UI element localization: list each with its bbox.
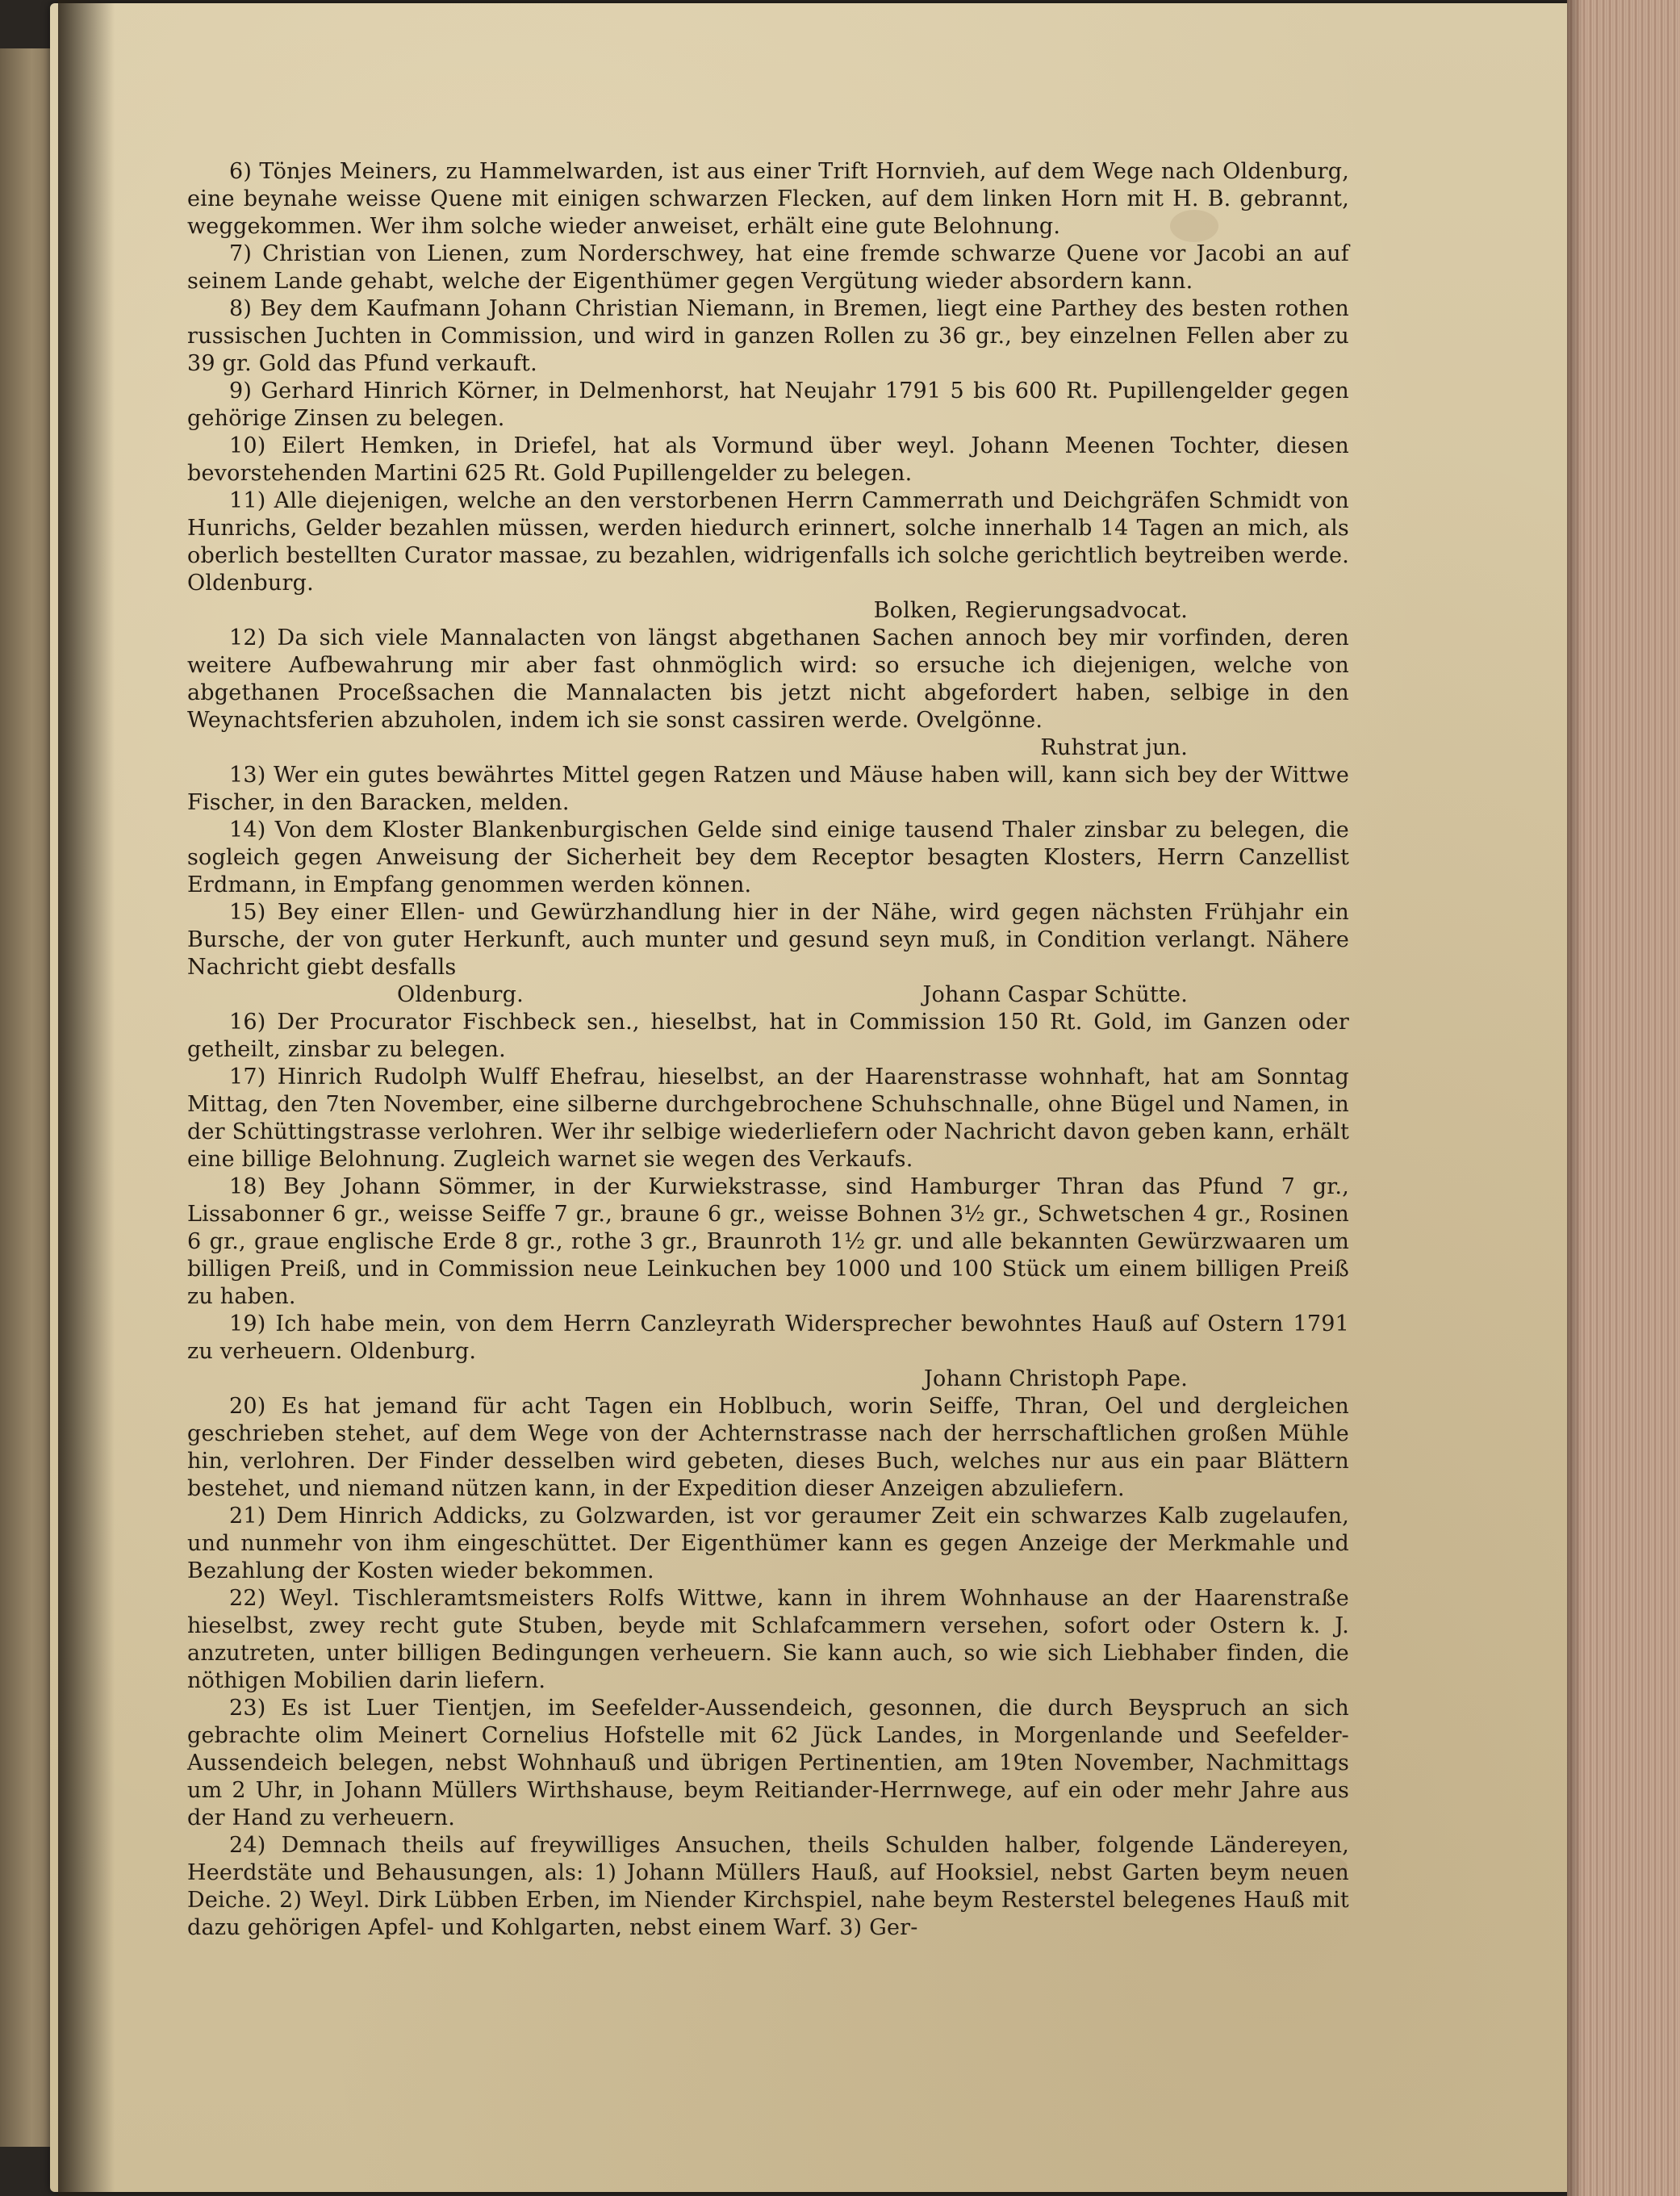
- entry-text: Eilert Hemken, in Driefel, hat als Vormund über weyl. Johann Meenen Tochter, diesen bevorstehenden Martini 625 Rt. Gold Pupillengelder zu belegen.: [187, 433, 1349, 486]
- entry-23: [187, 1695, 1349, 1832]
- entry-12: [187, 625, 1349, 734]
- entry-text: Hinrich Rudolph Wulff Ehefrau, hieselbst, an der Haarenstrasse wohnhaft, hat am Sonntag Mittag, den 7ten November, eine silberne durchgebrochene Schuhschnalle, ohne Bügel und Namen, in der Schüttingstrasse verlohren. Wer ihr selbige wiederliefern oder Nachricht davon geben kann, erhält eine billige Belohnung. Zugleich warnet sie wegen des Verkaufs.: [187, 1065, 1349, 1172]
- entry-number: 15): [229, 900, 266, 925]
- entry-number: 14): [229, 818, 266, 843]
- entry-number: 23): [229, 1696, 266, 1721]
- entry-7: [187, 241, 1349, 295]
- entry-14: [187, 817, 1349, 899]
- advertisement-column: [187, 158, 1349, 1942]
- page-edges: [1567, 0, 1680, 2196]
- entry-number: 24): [229, 1833, 266, 1858]
- entry-text: Bey dem Kaufmann Johann Christian Niemann, in Bremen, liegt eine Parthey des besten rothen russischen Juchten in Commission, und wird in ganzen Rollen zu 36 gr., bey einzelnen Fellen aber zu 39 gr. Gold das Pfund verkauft.: [187, 296, 1349, 376]
- entry-8: [187, 295, 1349, 378]
- entry-24: [187, 1832, 1349, 1942]
- entry-19-signature: Johann Christoph Pape.: [923, 1366, 1188, 1391]
- entry-19: [187, 1311, 1349, 1366]
- entry-text: Es ist Luer Tientjen, im Seefelder-Aussendeich, gesonnen, die durch Beyspruch an sich gebrachte olim Meinert Cornelius Hofstelle mit 62 Jück Landes, in Morgenlande und Seefelder-Aussendeich belegen, nebst Wohnhauß und übrigen Pertinentien, am 19ten November, Nachmittags um 2 Uhr, in Johann Müllers Wirthshause, beym Reitiander-Herrnwege, auf ein oder mehr Jahre aus der Hand zu verheuern.: [187, 1696, 1349, 1830]
- entry-number: 18): [229, 1174, 266, 1199]
- entry-number: 17): [229, 1065, 266, 1090]
- entry-text: Christian von Lienen, zum Norderschwey, hat eine fremde schwarze Quene vor Jacobi an auf seinem Lande gehabt, welche der Eigenthümer gegen Vergütung wieder absordern kann.: [187, 241, 1349, 294]
- entry-number: 9): [229, 379, 253, 404]
- entry-number: 13): [229, 763, 266, 788]
- entry-22: [187, 1585, 1349, 1695]
- entry-text: Weyl. Tischleramtsmeisters Rolfs Wittwe, kann in ihrem Wohnhause an der Haarenstraße hieselbst, zwey recht gute Stuben, beyde mit Schlafcammern versehen, sofort oder Ostern k. J. anzutreten, unter billigen Bedingungen verheuern. Sie kann auch, so wie sich Liebhaber finden, die nöthigen Mobilien darin liefern.: [187, 1586, 1349, 1693]
- entry-number: 12): [229, 625, 266, 650]
- entry-number: 8): [229, 296, 253, 321]
- entry-number: 20): [229, 1394, 266, 1419]
- entry-11-signature: Bolken, Regierungsadvocat.: [873, 598, 1188, 623]
- entry-place: Oldenburg.: [397, 982, 524, 1007]
- entry-text: Bey einer Ellen- und Gewürzhandlung hier in der Nähe, wird gegen nächsten Frühjahr ein Bursche, der von guter Herkunft, auch munter und gesund seyn muß, in Condition verlangt. Nähere Nachricht giebt desfalls: [187, 900, 1349, 980]
- entry-text: Bey Johann Sömmer, in der Kurwiekstrasse, sind Hamburger Thran das Pfund 7 gr., Lissabonner 6 gr., weisse Seiffe 7 gr., braune 6 gr., weisse Bohnen 3½ gr., Schwetschen 4 gr., Rosinen 6 gr., graue englische Erde 8 gr., rothe 3 gr., Braunroth 1½ gr. und alle bekannten Gewürzwaaren um billigen Preiß, und in Commission neue Leinkuchen bey 1000 und 100 Stück um einem billigen Preiß zu haben.: [187, 1174, 1349, 1309]
- entry-signature: Johann Caspar Schütte.: [922, 982, 1188, 1007]
- entry-number: 21): [229, 1504, 266, 1529]
- entry-text: Tönjes Meiners, zu Hammelwarden, ist aus einer Trift Hornvieh, auf dem Wege nach Oldenburg, eine beynahe weisse Quene mit einigen schwarzen Flecken, auf dem linken Horn mit H. B. gebrannt, weggekommen. Wer ihm solche wieder anweiset, erhält eine gute Belohnung.: [187, 159, 1349, 239]
- entry-6: [187, 158, 1349, 241]
- entry-text: Da sich viele Mannalacten von längst abgethanen Sachen annoch bey mir vorfinden, deren weitere Aufbewahrung mir aber fast ohnmöglich wird: so ersuche ich diejenigen, welche von abgethanen Proceßsachen die Mannalacten bis jetzt nicht abgefordert haben, selbige in den Weynachtsferien abzuholen, indem ich sie sonst cassiren werde. Ovelgönne.: [187, 625, 1349, 733]
- entry-9: [187, 378, 1349, 433]
- entry-20: [187, 1393, 1349, 1503]
- entry-text: Alle diejenigen, welche an den verstorbenen Herrn Cammerrath und Deichgräfen Schmidt von Hunrichs, Gelder bezahlen müssen, werden hiedurch erinnert, solche innerhalb 14 Tagen an mich, als oberlich bestellten Curator massae, zu bezahlen, widrigenfalls ich solche gerichtlich beytreiben werde. Oldenburg.: [187, 488, 1349, 596]
- entry-15-signature-line: [187, 981, 1349, 1009]
- entry-text: Es hat jemand für acht Tagen ein Hoblbuch, worin Seiffe, Thran, Oel und dergleichen geschrieben stehet, auf dem Wege von der Achternstrasse nach der herrschaftlichen großen Mühle hin, verlohren. Der Finder desselben wird gebeten, dieses Buch, welches nur aus ein paar Blättern bestehet, und niemand nützen kann, in der Expedition dieser Anzeigen abzuliefern.: [187, 1394, 1349, 1501]
- spine-shadow: [58, 0, 115, 2196]
- entry-11: [187, 487, 1349, 597]
- entry-number: 10): [229, 433, 266, 458]
- entry-17: [187, 1064, 1349, 1173]
- entry-number: 11): [229, 488, 266, 513]
- entry-number: 22): [229, 1586, 266, 1611]
- entry-number: 7): [229, 241, 253, 266]
- entry-text: Demnach theils auf freywilliges Ansuchen, theils Schulden halber, folgende Ländereyen, Heerdstäte und Behausungen, als: 1) Johann Müllers Hauß, auf Hooksiel, nebst Garten beym neuen Deiche. 2) Weyl. Dirk Lübben Erben, im Niender Kirchspiel, nahe beym Resterstel belegenes Hauß mit dazu gehörigen Apfel- und Kohlgarten, nebst einem Warf. 3) Ger-: [187, 1833, 1349, 1940]
- entry-12-signature: Ruhstrat jun.: [1040, 735, 1188, 760]
- entry-text: Gerhard Hinrich Körner, in Delmenhorst, hat Neujahr 1791 5 bis 600 Rt. Pupillengelder gegen gehörige Zinsen zu belegen.: [187, 379, 1349, 431]
- entry-number: 6): [229, 159, 253, 184]
- entry-number: 16): [229, 1010, 266, 1035]
- entry-text: Dem Hinrich Addicks, zu Golzwarden, ist vor geraumer Zeit ein schwarzes Kalb zugelaufen, und nunmehr von ihm eingeschüttet. Der Eigenthümer kann es gegen Anzeige der Merkmahle und Bezahlung der Kosten wieder bekommen.: [187, 1504, 1349, 1583]
- entry-15: [187, 899, 1349, 981]
- entry-number: 19): [229, 1311, 266, 1336]
- entry-18: [187, 1173, 1349, 1311]
- entry-21: [187, 1503, 1349, 1585]
- entry-text: Wer ein gutes bewährtes Mittel gegen Ratzen und Mäuse haben will, kann sich bey der Wittwe Fischer, in den Baracken, melden.: [187, 763, 1349, 815]
- entry-10: [187, 433, 1349, 487]
- entry-16: [187, 1009, 1349, 1064]
- entry-text: Der Procurator Fischbeck sen., hieselbst, hat in Commission 150 Rt. Gold, im Ganzen oder getheilt, zinsbar zu belegen.: [187, 1010, 1349, 1062]
- entry-13: [187, 762, 1349, 817]
- entry-text: Ich habe mein, von dem Herrn Canzleyrath Widersprecher bewohntes Hauß auf Ostern 1791 zu verheuern. Oldenburg.: [187, 1311, 1349, 1364]
- entry-text: Von dem Kloster Blankenburgischen Gelde sind einige tausend Thaler zinsbar zu belegen, die sogleich gegen Anweisung der Sicherheit bey dem Receptor besagten Klosters, Herrn Canzellist Erdmann, in Empfang genommen werden können.: [187, 818, 1349, 897]
